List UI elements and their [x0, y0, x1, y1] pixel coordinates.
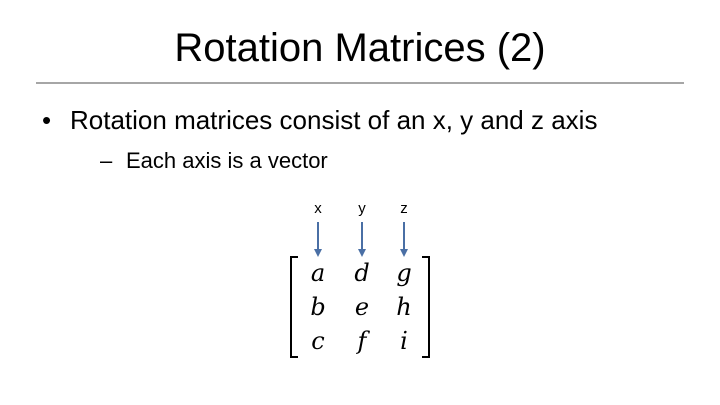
bullet-text: Rotation matrices consist of an x, y and z axis — [70, 105, 598, 135]
matrix-cell: i — [400, 327, 408, 355]
matrix-cell: c — [311, 327, 325, 355]
matrix-cell: b — [310, 293, 326, 321]
matrix-left-bracket — [290, 256, 298, 358]
axis-label-z: z — [400, 200, 408, 217]
matrix-cell: e — [354, 293, 370, 321]
matrix-right-bracket — [422, 256, 430, 358]
axis-label-y: y — [358, 200, 366, 217]
matrix-cell: d — [354, 259, 370, 287]
sub-bullet-text: Each axis is a vector — [126, 148, 328, 173]
matrix-cell: a — [310, 259, 326, 287]
matrix-cell: f — [357, 327, 367, 355]
rotation-matrix — [290, 256, 430, 360]
title-divider — [36, 82, 684, 84]
axis-label-x: x — [314, 200, 322, 217]
bullet-level-1 — [42, 102, 597, 138]
bullet-marker: • — [42, 105, 52, 135]
slide-title: Rotation Matrices (2) — [174, 26, 546, 70]
matrix-cell: h — [396, 293, 412, 321]
matrix-cell: g — [396, 259, 412, 287]
bullet-level-2 — [100, 145, 328, 177]
sub-bullet-marker: – — [100, 148, 113, 173]
